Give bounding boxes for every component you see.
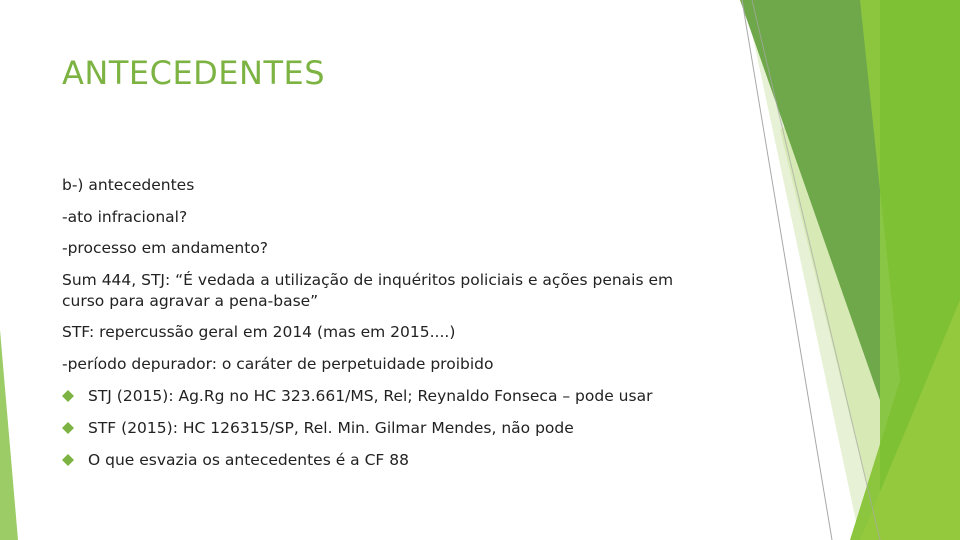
right-mid-shape — [740, 0, 880, 400]
diamond-icon — [62, 422, 74, 434]
paragraph-processo: -processo em andamento? — [62, 239, 269, 257]
paragraph-sumula-line2: curso para agravar a pena-base” — [62, 292, 319, 310]
paragraph-stf-repercussao: STF: repercussão geral em 2014 (mas em 2015....) — [62, 323, 456, 341]
paragraph-periodo-depurador: -período depurador: o caráter de perpetuidade proibido — [62, 355, 494, 373]
paragraph-sumula-line1: Sum 444, STJ: “É vedada a utilização de inquéritos policiais e ações penais em — [62, 271, 674, 289]
bullet-text: STF (2015): HC 126315/SP, Rel. Min. Gilmar Mendes, não pode — [88, 419, 574, 437]
diamond-icon — [62, 454, 74, 466]
diamond-icon — [62, 390, 74, 402]
left-accent-shape — [0, 330, 18, 540]
slide-title: ANTECEDENTES — [62, 54, 326, 92]
bullet-text: O que esvazia os antecedentes é a CF 88 — [88, 451, 409, 469]
paragraph-antecedentes: b-) antecedentes — [62, 176, 195, 194]
paragraph-ato-infracional: -ato infracional? — [62, 208, 188, 226]
bullet-text: STJ (2015): Ag.Rg no HC 323.661/MS, Rel; Reynaldo Fonseca – pode usar — [88, 387, 653, 405]
